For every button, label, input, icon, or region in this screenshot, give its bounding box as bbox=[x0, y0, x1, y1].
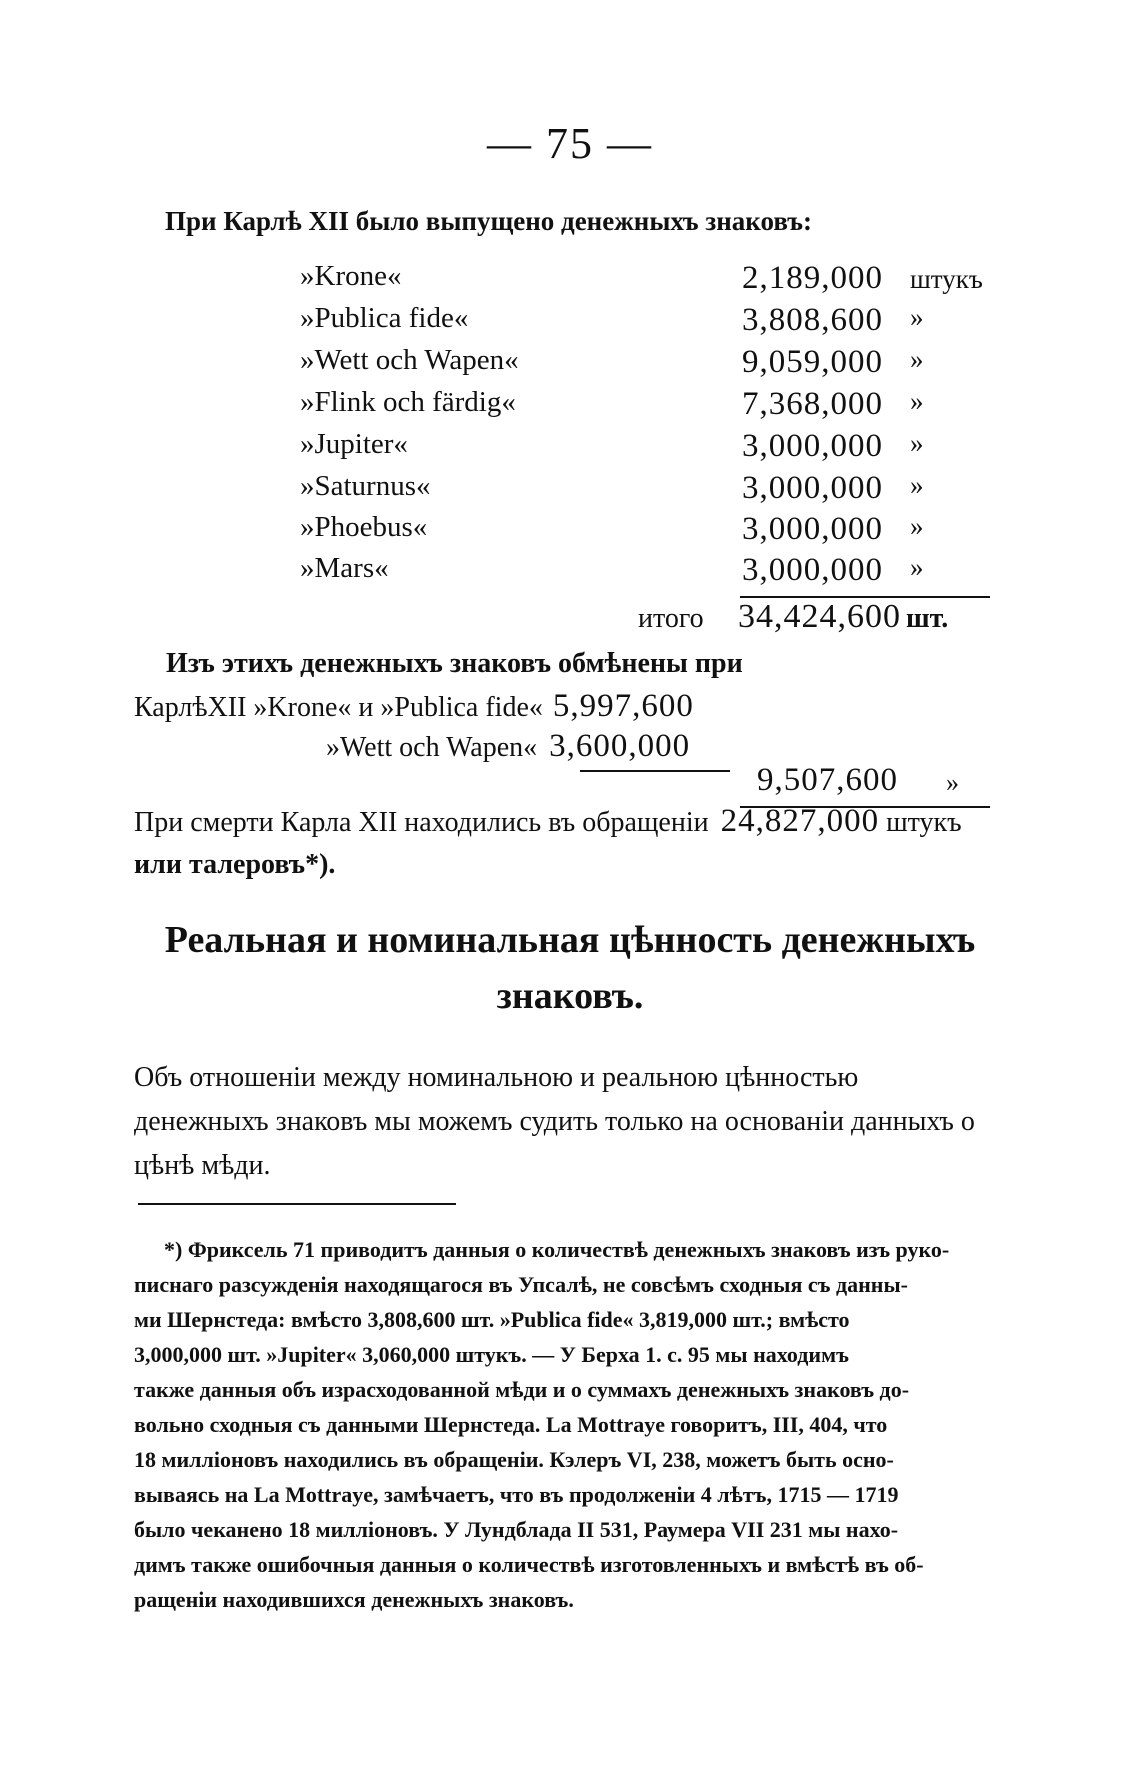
coin-row bbox=[300, 302, 995, 344]
circulation-label: При смерти Карла XII находились въ обращеніи bbox=[134, 807, 709, 838]
coin-name: »Saturnus« bbox=[300, 470, 431, 502]
footnote-line: также данныя объ израсходованной мѣди и о суммахъ денежныхъ знаковъ до- bbox=[134, 1377, 910, 1402]
circulation-line-2: или талеровъ*). bbox=[134, 849, 336, 880]
footnote-line: вольно сходныя съ данными Шернстеда. La Mottraye говоритъ, III, 404, что bbox=[134, 1412, 888, 1437]
footnote-line: димъ также ошибочныя данныя о количествѣ изготовленныхъ и вмѣстѣ въ об- bbox=[134, 1552, 924, 1577]
coin-unit: » bbox=[910, 428, 924, 458]
footnote-line: 18 милліоновъ находились въ обращеніи. Кэлеръ VI, 238, можетъ быть осно- bbox=[134, 1447, 894, 1472]
coin-value: 2,189,000 bbox=[742, 260, 883, 296]
coin-value: 3,808,600 bbox=[742, 302, 883, 338]
footnote-line: *) Фриксель 71 приводитъ данныя о количествѣ денежныхъ знаковъ изъ руко- bbox=[164, 1237, 950, 1262]
coin-row bbox=[300, 386, 995, 428]
section-heading: Реальная и номинальная цѣнность денежныхъ bbox=[164, 919, 976, 961]
coin-value: 3,000,000 bbox=[742, 470, 883, 506]
coin-name: »Krone« bbox=[300, 260, 402, 292]
coin-name: »Wett och Wapen« bbox=[300, 344, 519, 376]
footnote-separator bbox=[138, 1203, 456, 1205]
coin-unit: » bbox=[910, 511, 924, 541]
coin-value: 9,059,000 bbox=[742, 344, 883, 380]
exchange-sum: 9,507,600 bbox=[757, 762, 898, 798]
exchange-line bbox=[326, 728, 690, 765]
intro-line: При Карлѣ XII было выпущено денежныхъ знаковъ: bbox=[165, 206, 812, 236]
coin-unit: » bbox=[910, 386, 924, 416]
coin-name: »Jupiter« bbox=[300, 428, 408, 460]
section-heading-cont: знаковъ. bbox=[496, 975, 644, 1017]
footnote-line: писнаго разсужденія находящагося въ Упсалѣ, не совсѣмъ сходныя съ данны- bbox=[134, 1272, 908, 1297]
coin-row bbox=[300, 552, 995, 594]
exchange-value: 5,997,600 bbox=[552, 688, 694, 724]
footnote-line: вываясь на La Mottraye, замѣчаетъ, что въ продолженіи 4 лѣтъ, 1715 — 1719 bbox=[134, 1482, 899, 1507]
exchange-label: КарлѣXII »Krone« и »Publica fide« bbox=[134, 692, 543, 723]
coin-row bbox=[300, 511, 995, 553]
exchange-line: Изъ этихъ денежныхъ знаковъ обмѣнены при bbox=[166, 648, 743, 679]
coin-name: »Publica fide« bbox=[300, 302, 469, 334]
coin-name: »Mars« bbox=[300, 552, 389, 584]
coin-value: 3,000,000 bbox=[742, 511, 883, 547]
exchange-line bbox=[134, 688, 694, 725]
coin-unit: » bbox=[910, 344, 924, 374]
circulation-line bbox=[134, 803, 962, 840]
footnote-line: ми Шернстеда: вмѣсто 3,808,600 шт. »Publica fide« 3,819,000 шт.; вмѣсто bbox=[134, 1307, 850, 1332]
total-unit: шт. bbox=[906, 603, 949, 634]
coin-name: »Phoebus« bbox=[300, 511, 428, 543]
exchange-label: »Wett och Wapen« bbox=[326, 732, 538, 763]
coin-value: 3,000,000 bbox=[742, 552, 883, 588]
coin-unit: » bbox=[910, 552, 924, 582]
page-number: — 75 — bbox=[487, 119, 653, 168]
total-value: 34,424,600 bbox=[738, 598, 901, 635]
coin-row bbox=[300, 470, 995, 512]
coin-unit: » bbox=[910, 470, 924, 500]
coin-value: 7,368,000 bbox=[742, 386, 883, 422]
coin-row bbox=[300, 260, 995, 302]
total-label: итого bbox=[638, 603, 704, 634]
coin-row bbox=[300, 428, 995, 470]
footnote-line: 3,000,000 шт. »Jupiter« 3,060,000 штукъ. — У Берха 1. с. 95 мы находимъ bbox=[134, 1342, 849, 1367]
coin-unit: » bbox=[910, 302, 924, 332]
exchange-sum-unit: » bbox=[946, 768, 959, 797]
footnote-line: было чеканено 18 милліоновъ. У Лундблада II 531, Раумера VII 231 мы нахо- bbox=[134, 1517, 899, 1542]
footnote-line: ращеніи находившихся денежныхъ знаковъ. bbox=[134, 1587, 574, 1612]
exchange-rule bbox=[580, 770, 730, 772]
exchange-value: 3,600,000 bbox=[549, 728, 691, 764]
circulation-value: 24,827,000 bbox=[720, 803, 880, 839]
body-paragraph: Объ отношеніи между номинальною и реальною цѣнностью денежныхъ знаковъ мы можемъ судить только на основаніи данныхъ о цѣнѣ мѣди. bbox=[134, 1062, 975, 1181]
coin-name: »Flink och färdig« bbox=[300, 386, 516, 418]
circulation-unit: штукъ bbox=[886, 807, 962, 838]
coin-unit: штукъ bbox=[910, 264, 983, 294]
coin-row bbox=[300, 344, 995, 386]
coin-value: 3,000,000 bbox=[742, 428, 883, 464]
